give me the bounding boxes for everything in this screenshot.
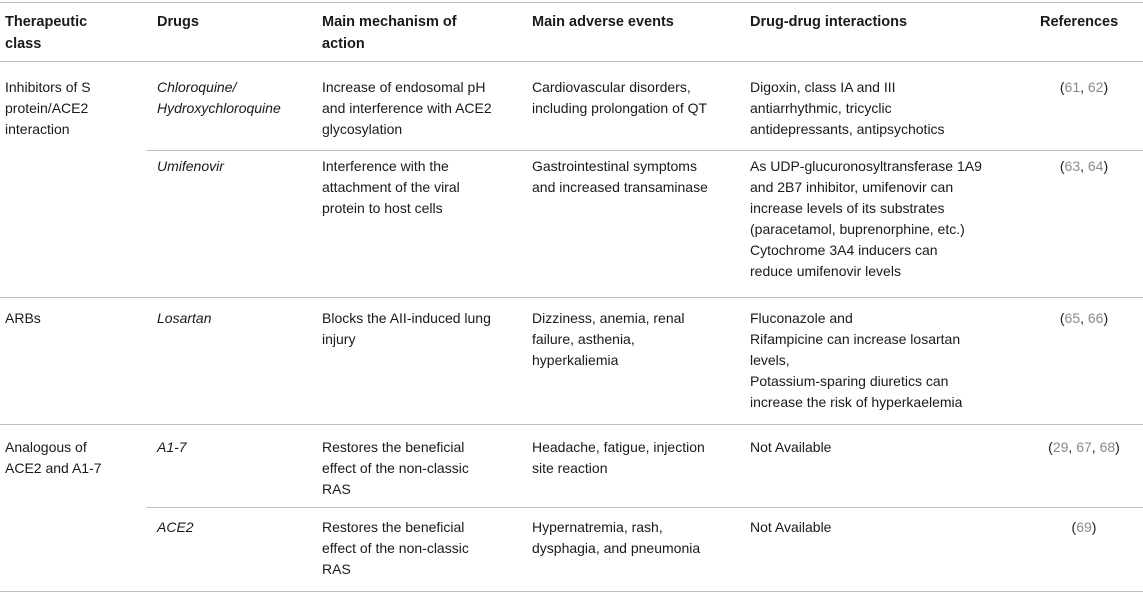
adverse-cell: Hypernatremia, rash, dysphagia, and pneumonia — [532, 519, 701, 556]
row-divider — [146, 507, 1143, 508]
mechanism-cell: Interference with the attachment of the viral protein to host cells — [322, 158, 460, 216]
drug-cell: Umifenovir — [157, 158, 224, 174]
interactions-cell: Fluconazole and Rifampicine can increase losartan levels, Potassium-sparing diuretics can increase the risk of hyperkaelemia — [750, 310, 963, 410]
table-bottom-rule — [0, 591, 1143, 592]
references-cell: (29, 67, 68) — [1048, 439, 1120, 455]
interactions-cell: Digoxin, class IA and III antiarrhythmic, tricyclic antidepressants, antipsychotics — [750, 79, 945, 137]
drug-cell: Chloroquine/ Hydroxychloroquine — [157, 79, 281, 116]
class-cell: ARBs — [5, 310, 41, 326]
header-adverse-events: Main adverse events — [532, 14, 674, 30]
adverse-cell: Gastrointestinal symptoms and increased transaminase — [532, 158, 708, 195]
reference-link[interactable]: 68 — [1099, 439, 1116, 455]
mechanism-cell: Restores the beneficial effect of the non-classic RAS — [322, 439, 469, 497]
reference-link[interactable]: 62 — [1087, 79, 1104, 95]
references-cell: (65, 66) — [1059, 310, 1109, 326]
interactions-cell: As UDP-glucuronosyltransferase 1A9 and 2B7 inhibitor, umifenovir can increase levels of its substrates (paracetamol, buprenorphine, etc.) Cytochrome 3A4 inducers can reduce umifenovir levels — [750, 158, 982, 279]
interactions-cell: Not Available — [750, 439, 832, 455]
header-bottom-rule — [0, 61, 1143, 62]
header-drug-interactions: Drug-drug interactions — [750, 14, 908, 30]
header-references: References — [1040, 14, 1119, 30]
reference-link[interactable]: 64 — [1087, 158, 1104, 174]
reference-link[interactable]: 66 — [1087, 310, 1104, 326]
reference-link[interactable]: 63 — [1064, 158, 1081, 174]
header-mechanism: Main mechanism of action — [322, 14, 457, 52]
header-drugs: Drugs — [157, 14, 199, 30]
class-cell: Inhibitors of S protein/ACE2 interaction — [5, 79, 91, 137]
row-divider — [146, 150, 1143, 151]
drug-cell: A1-7 — [157, 439, 187, 455]
mechanism-cell: Blocks the AII-induced lung injury — [322, 310, 491, 347]
references-cell: (61, 62) — [1059, 79, 1109, 95]
reference-link[interactable]: 67 — [1076, 439, 1092, 455]
drug-cell: ACE2 — [157, 519, 194, 535]
adverse-cell: Cardiovascular disorders, including prolongation of QT — [532, 79, 708, 116]
reference-link[interactable]: 61 — [1064, 79, 1081, 95]
reference-link[interactable]: 65 — [1064, 310, 1081, 326]
adverse-cell: Headache, fatigue, injection site reaction — [532, 439, 705, 476]
class-cell: Analogous of ACE2 and A1-7 — [5, 439, 102, 476]
row-divider — [0, 297, 1143, 298]
row-divider — [0, 424, 1143, 425]
reference-link[interactable]: 29 — [1052, 439, 1069, 455]
mechanism-cell: Increase of endosomal pH and interference with ACE2 glycosylation — [322, 79, 492, 137]
adverse-cell: Dizziness, anemia, renal failure, asthenia, hyperkaliemia — [532, 310, 685, 368]
references-cell: (69) — [1071, 519, 1097, 535]
header-therapeutic-class: Therapeutic class — [5, 14, 88, 52]
drug-cell: Losartan — [157, 310, 212, 326]
reference-link[interactable]: 69 — [1076, 519, 1092, 535]
mechanism-cell: Restores the beneficial effect of the non-classic RAS — [322, 519, 469, 577]
table-top-rule — [0, 2, 1143, 3]
interactions-cell: Not Available — [750, 519, 832, 535]
references-cell: (63, 64) — [1059, 158, 1109, 174]
